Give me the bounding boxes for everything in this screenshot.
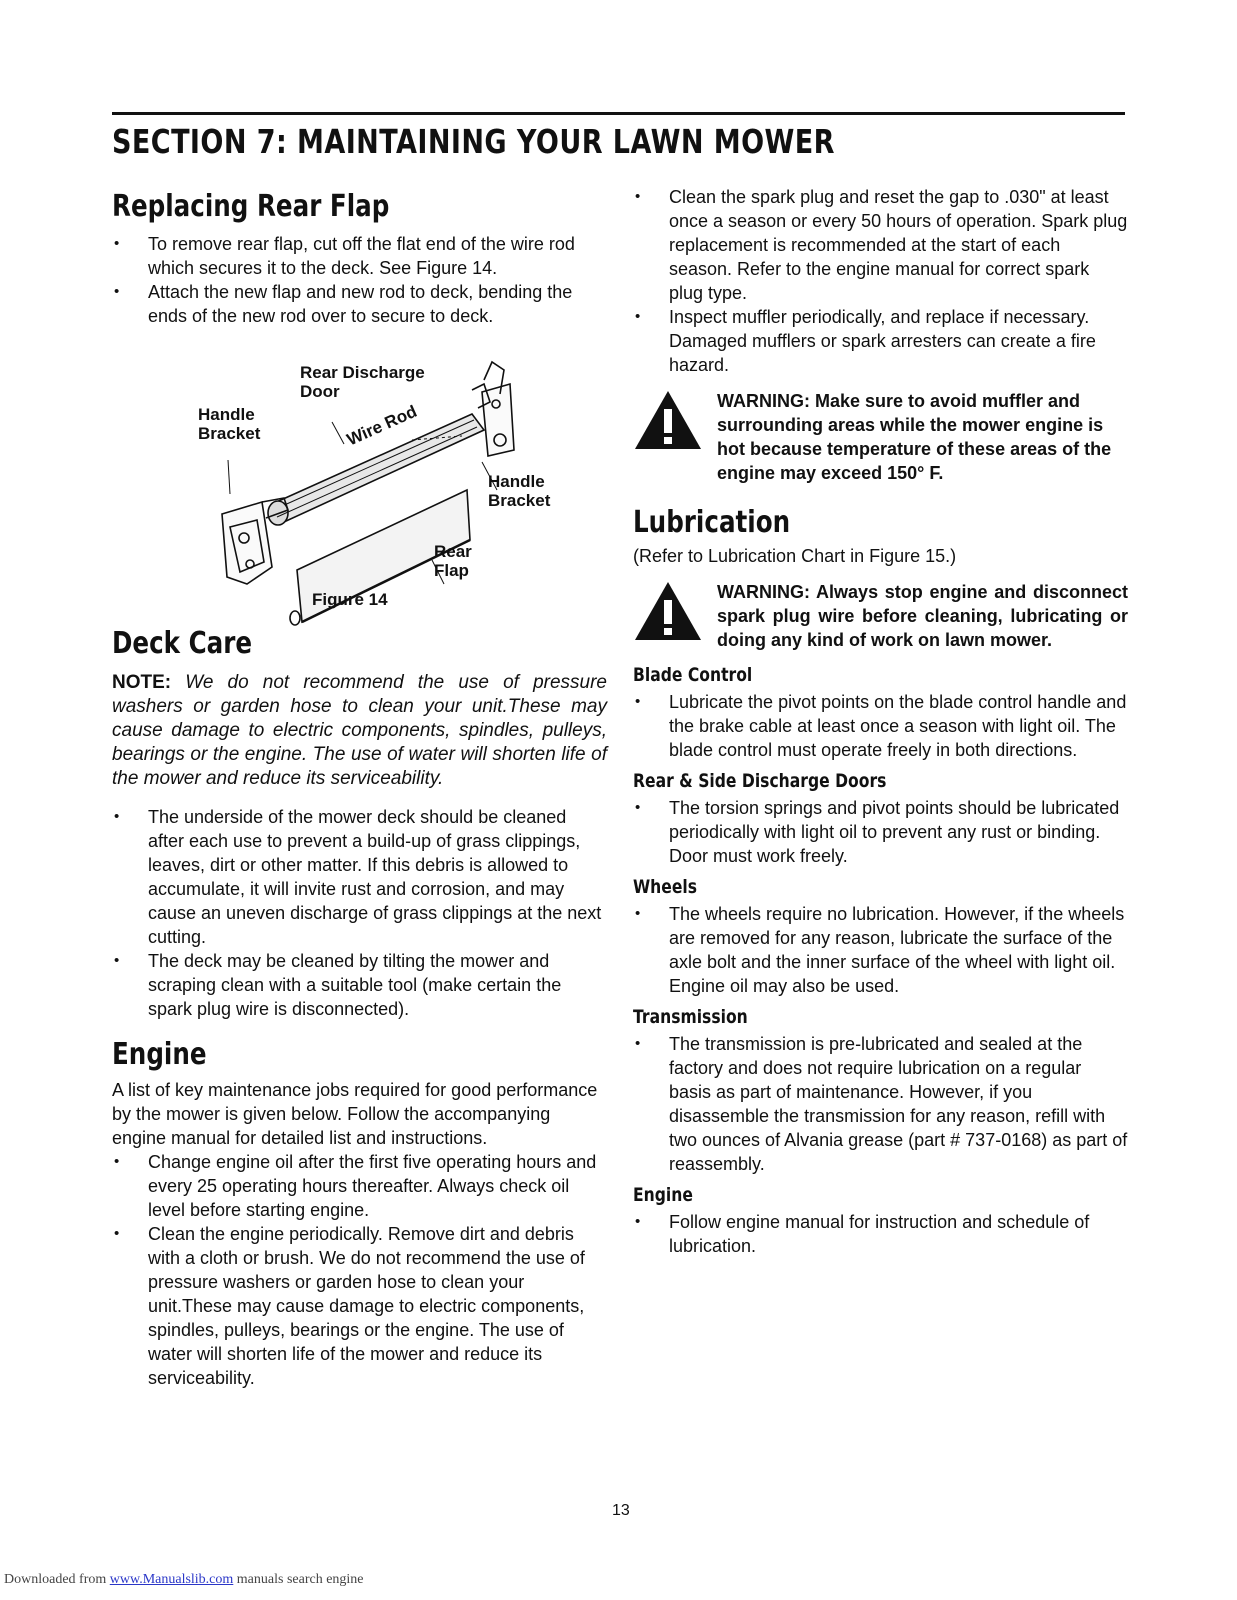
deck-care-note (112, 671, 607, 791)
footer-prefix: Downloaded from (4, 1572, 110, 1587)
figure-14 (112, 332, 607, 632)
engine-warning (633, 389, 1128, 485)
heading-engine-lubrication: Engine (633, 1184, 693, 1206)
blade-control-list (633, 690, 1128, 762)
list-item: • The torsion springs and pivot points should be lubricated periodically with light oil to prevent any rust or binding. Door must work freely. (633, 796, 1128, 868)
label-handle-bracket-right: Handle Bracket (488, 472, 551, 510)
engine-warning-text: WARNING: Make sure to avoid muffler and surrounding areas while the mower engine is hot because temperature of these areas of the engine may exceed 150° F. (717, 391, 1112, 483)
download-footer (4, 1572, 364, 1588)
list-item: • Clean the engine periodically. Remove dirt and debris with a cloth or brush. We do not recommend the use of pressure washers or garden hose to clean your unit.These may cause damage to electric components, spindles, pulleys, bearings or the engine. The use of water will shorten life of the mower and reduce its serviceability. (112, 1222, 607, 1390)
list-item: • To remove rear flap, cut off the flat end of the wire rod which secures it to the deck. See Figure 14. (112, 232, 607, 280)
heading-replacing-rear-flap: Replacing Rear Flap (112, 189, 390, 224)
manualslib-link[interactable]: www.Manualslib.com (109, 1572, 234, 1587)
warning-icon (633, 389, 703, 451)
label-rear-flap: Rear Flap (434, 542, 472, 580)
figure-caption: Figure 14 (312, 590, 388, 609)
deck-care-list (112, 805, 607, 1021)
heading-wheels: Wheels (633, 876, 698, 898)
list-item: • The underside of the mower deck should be cleaned after each use to prevent a build-up of grass clippings, leaves, dirt or other matter. If this debris is allowed to accumulate, it will invite rust and corrosion, and may cause an uneven discharge of grass clippings at the next cutting. (112, 805, 607, 949)
heading-lubrication: Lubrication (633, 505, 791, 540)
engine-list-right (633, 185, 1128, 377)
header-rule (112, 112, 1125, 115)
engine-list-left (112, 1150, 607, 1390)
left-column (112, 185, 607, 1390)
list-item: • Clean the spark plug and reset the gap to .030" at least once a season or every 50 hours of operation. Spark plug replacement is recommended at the start of each season. Refer to the engine manual for correct spark plug type. (633, 185, 1128, 305)
lubrication-warning-text: WARNING: Always stop engine and disconnect spark plug wire before cleaning, lubricating or doing any kind of work on lawn mower. (717, 582, 1128, 650)
right-column (633, 185, 1128, 1258)
warning-icon (633, 580, 703, 642)
note-label: NOTE: (112, 672, 172, 693)
heading-deck-care: Deck Care (112, 626, 253, 661)
wheels-list (633, 902, 1128, 998)
list-item: • Follow engine manual for instruction and schedule of lubrication. (633, 1210, 1128, 1258)
label-wire-rod: Wire Rod (344, 401, 420, 450)
heading-transmission: Transmission (633, 1006, 748, 1028)
section-title: SECTION 7: MAINTAINING YOUR LAWN MOWER (112, 122, 835, 161)
list-item: • Inspect muffler periodically, and replace if necessary. Damaged mufflers or spark arresters can create a fire hazard. (633, 305, 1128, 377)
heading-blade-control: Blade Control (633, 664, 753, 686)
heading-engine: Engine (112, 1037, 207, 1072)
engine-lubrication-list (633, 1210, 1128, 1258)
label-rear-discharge-door: Rear Discharge Door (300, 363, 425, 401)
list-item: • Attach the new flap and new rod to deck, bending the ends of the new rod over to secure to deck. (112, 280, 607, 328)
rear-flap-list (112, 232, 607, 328)
list-item: • Change engine oil after the first five operating hours and every 25 operating hours thereafter. Always check oil level before starting engine. (112, 1150, 607, 1222)
list-item: • The deck may be cleaned by tilting the mower and scraping clean with a suitable tool (make certain the spark plug wire is disconnected). (112, 949, 607, 1021)
list-item: • The wheels require no lubrication. However, if the wheels are removed for any reason, lubricate the surface of the axle bolt and the inner surface of the wheel with light oil. Engine oil may also be used. (633, 902, 1128, 998)
list-item: • The transmission is pre-lubricated and sealed at the factory and does not require lubrication on a regular basis as part of maintenance. However, if you disassemble the transmission for any reason, refill with two ounces of Alvania grease (part # 737-0168) as part of reassembly. (633, 1032, 1128, 1176)
label-handle-bracket-left: Handle Bracket (198, 405, 261, 443)
doors-list (633, 796, 1128, 868)
note-text: We do not recommend the use of pressure washers or garden hose to clean your unit.These may cause damage to electric components, spindles, pulleys, bearings or the engine. The use of water will shorten life of the mower and reduce its serviceability. (112, 672, 607, 789)
footer-suffix: manuals search engine (233, 1572, 364, 1587)
lubrication-ref: (Refer to Lubrication Chart in Figure 15.) (633, 546, 957, 566)
list-item: • Lubricate the pivot points on the blade control handle and the brake cable at least once a season with light oil. The blade control must operate freely in both directions. (633, 690, 1128, 762)
lubrication-warning (633, 580, 1128, 652)
heading-discharge-doors: Rear & Side Discharge Doors (633, 770, 887, 792)
engine-intro: A list of key maintenance jobs required for good performance by the mower is given below. Follow the accompanying engine manual for detailed list and instructions. (112, 1080, 598, 1148)
page-number: 13 (612, 1502, 630, 1519)
transmission-list (633, 1032, 1128, 1176)
